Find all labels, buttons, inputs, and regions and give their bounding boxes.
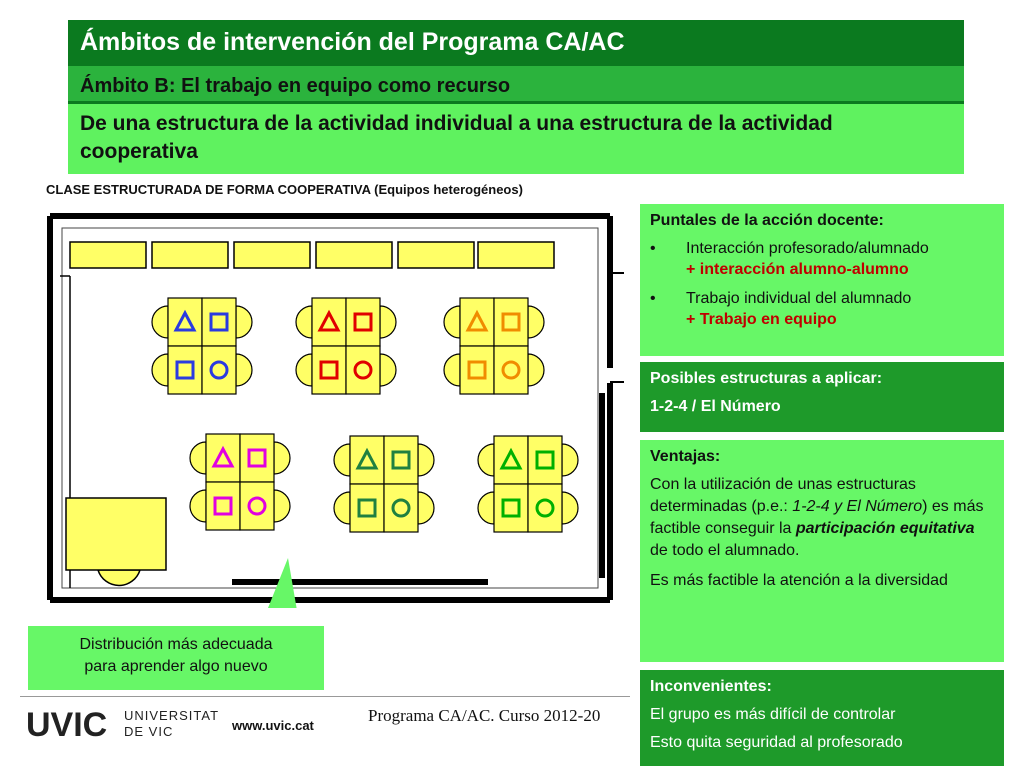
inconvenientes-panel — [640, 670, 1004, 766]
page-title: Ámbitos de intervención del Programa CA/AC — [80, 28, 625, 56]
estructuras-value: 1-2-4 / El Número — [650, 398, 781, 415]
cabinet-5 — [398, 242, 474, 268]
desk — [460, 346, 494, 394]
title-bar — [68, 20, 964, 66]
desk — [528, 484, 562, 532]
svg-text:UVIC: UVIC — [26, 706, 108, 740]
desk — [494, 346, 528, 394]
subtitle-bar — [68, 66, 964, 106]
inconvenientes-item-2: Esto quita seguridad al profesorado — [650, 734, 903, 751]
puntales-item-1 — [650, 238, 994, 280]
puntales-item-2 — [650, 288, 994, 330]
desk — [240, 434, 274, 482]
desk — [206, 482, 240, 530]
svg-text:UNIVERSITAT: UNIVERSITAT — [124, 708, 220, 723]
desk — [384, 436, 418, 484]
desk — [168, 346, 202, 394]
classroom-diagram — [40, 208, 624, 608]
desk — [494, 436, 528, 484]
inconvenientes-title: Inconvenientes: — [650, 678, 772, 695]
ventajas-title: Ventajas: — [650, 448, 721, 465]
callout-line2: para aprender algo nuevo — [84, 658, 268, 675]
footer-divider — [20, 696, 630, 697]
puntales-item-2-plus: + Trabajo en equipo — [686, 311, 837, 328]
desk — [384, 484, 418, 532]
classroom-caption: CLASE ESTRUCTURADA DE FORMA COOPERATIVA (Equipos heterogéneos) — [46, 182, 523, 197]
inconvenientes-item-1: El grupo es más difícil de controlar — [650, 706, 896, 723]
program-footer: Programa CA/AC. Curso 2012-20 — [368, 706, 601, 725]
desk — [346, 346, 380, 394]
desk — [312, 298, 346, 346]
desk — [346, 298, 380, 346]
desk — [460, 298, 494, 346]
desk — [240, 482, 274, 530]
desk — [350, 436, 384, 484]
cabinet-3 — [234, 242, 310, 268]
puntales-item-1-plus: + interacción alumno-alumno — [686, 261, 909, 278]
section-heading: De una estructura de la actividad individual a una estructura de la actividad cooperativa — [80, 112, 833, 163]
puntales-item-1-main: Interacción profesorado/alumnado — [686, 240, 929, 257]
website-link[interactable]: www.uvic.cat — [232, 718, 314, 733]
desk — [202, 346, 236, 394]
puntales-panel — [640, 204, 1004, 356]
desk — [494, 298, 528, 346]
puntales-title: Puntales de la acción docente: — [650, 212, 884, 229]
estructuras-title: Posibles estructuras a aplicar: — [650, 370, 883, 387]
desk — [312, 346, 346, 394]
cabinet-4 — [316, 242, 392, 268]
cabinet-6 — [478, 242, 554, 268]
page-subtitle: Ámbito B: El trabajo en equipo como recurso — [80, 75, 511, 97]
cabinet-1 — [70, 242, 146, 268]
ventajas-paragraph-1: Con la utilización de unas estructuras determinadas (p.e.: 1-2-4 y El Número) es más factible conseguir la participación equitativa de todo el alumnado. — [650, 476, 984, 559]
desk — [350, 484, 384, 532]
desk — [202, 298, 236, 346]
puntales-item-2-main: Trabajo individual del alumnado — [686, 290, 912, 307]
uvic-logo — [26, 706, 226, 740]
ventajas-panel — [640, 440, 1004, 662]
desk — [528, 436, 562, 484]
desk — [168, 298, 202, 346]
heading-bar — [68, 104, 964, 174]
ventajas-paragraph-2: Es más factible la atención a la diversidad — [650, 572, 948, 589]
desk — [206, 434, 240, 482]
callout-line1: Distribución más adecuada — [79, 636, 273, 653]
cabinet-2 — [152, 242, 228, 268]
callout-box — [28, 626, 324, 690]
teacher-table — [66, 498, 166, 570]
svg-text:DE VIC: DE VIC — [124, 724, 174, 739]
desk — [494, 484, 528, 532]
estructuras-panel — [640, 362, 1004, 432]
